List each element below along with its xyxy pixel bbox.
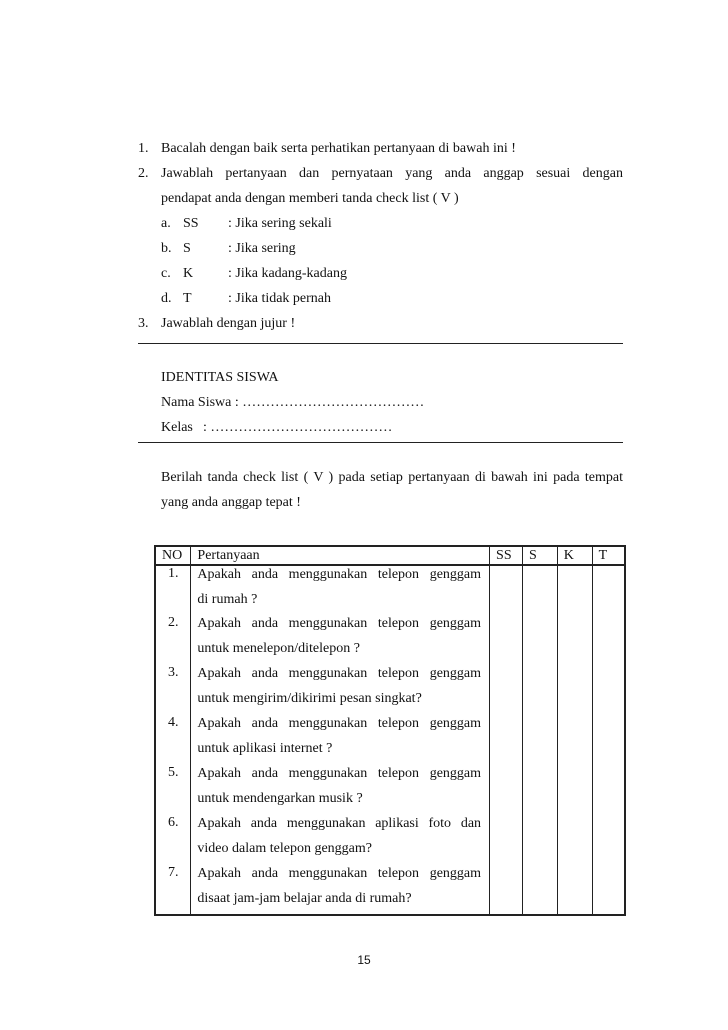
- checkbox-s[interactable]: [522, 665, 557, 715]
- page-number: 15: [357, 953, 371, 967]
- checkbox-ss[interactable]: [490, 815, 523, 865]
- checkbox-k[interactable]: [557, 815, 592, 865]
- instruction-2-line1: Jawablah pertanyaan dan pernyataan yang anda anggap sesuai dengan: [161, 166, 623, 181]
- divider-top: [138, 343, 623, 344]
- question-cell: [191, 665, 490, 715]
- instruction-1-text: Bacalah dengan baik serta perhatikan pertanyaan di bawah ini !: [161, 141, 516, 156]
- question-line2: untuk mendengarkan musik ?: [197, 791, 363, 806]
- question-line1: Apakah anda menggunakan telepon genggam: [197, 866, 482, 881]
- question-line1: Apakah anda menggunakan telepon genggam: [197, 766, 482, 781]
- option-d-letter: d.: [161, 291, 172, 306]
- checkbox-t[interactable]: [592, 865, 625, 915]
- row-number: 5.: [155, 765, 191, 815]
- checkbox-k[interactable]: [557, 765, 592, 815]
- header-ss: SS: [490, 546, 523, 565]
- option-d-desc: : Jika tidak pernah: [228, 291, 332, 306]
- checkbox-ss[interactable]: [490, 665, 523, 715]
- row-number: 2.: [155, 615, 191, 665]
- table-row: [155, 765, 625, 815]
- checkbox-ss[interactable]: [490, 765, 523, 815]
- checkbox-ss[interactable]: [490, 865, 523, 915]
- question-line2: untuk aplikasi internet ?: [197, 741, 333, 756]
- checkbox-s[interactable]: [522, 865, 557, 915]
- checkbox-t[interactable]: [592, 815, 625, 865]
- checkbox-t[interactable]: [592, 565, 625, 615]
- table-row: [155, 815, 625, 865]
- table-row: [155, 715, 625, 765]
- checkbox-s[interactable]: [522, 765, 557, 815]
- question-cell: [191, 865, 490, 915]
- checkbox-s[interactable]: [522, 615, 557, 665]
- option-c-code: K: [183, 266, 194, 281]
- question-cell: [191, 715, 490, 765]
- checkbox-s[interactable]: [522, 715, 557, 765]
- table-header-row: [155, 546, 625, 565]
- class-field: : …………………………………: [203, 420, 393, 435]
- checkbox-k[interactable]: [557, 865, 592, 915]
- question-line2: disaat jam-jam belajar anda di rumah?: [197, 891, 412, 906]
- checkbox-k[interactable]: [557, 665, 592, 715]
- checkbox-s[interactable]: [522, 815, 557, 865]
- question-line1: Apakah anda menggunakan aplikasi foto dan: [197, 816, 482, 831]
- question-line2: di rumah ?: [197, 592, 258, 607]
- header-s: S: [522, 546, 557, 565]
- question-cell: [191, 765, 490, 815]
- checkbox-k[interactable]: [557, 615, 592, 665]
- directive-line1: Berilah tanda check list ( V ) pada setiap pertanyaan di bawah ini pada tempat: [161, 470, 623, 485]
- class-label: Kelas: [161, 420, 193, 435]
- checkbox-t[interactable]: [592, 765, 625, 815]
- checkbox-ss[interactable]: [490, 565, 523, 615]
- question-line1: Apakah anda menggunakan telepon genggam: [197, 716, 482, 731]
- instruction-3-text: Jawablah dengan jujur !: [161, 316, 296, 331]
- option-d-code: T: [183, 291, 192, 306]
- instruction-2-number: 2.: [138, 166, 149, 181]
- option-a-code: SS: [183, 216, 199, 231]
- option-b-code: S: [183, 241, 191, 256]
- option-b-desc: : Jika sering: [228, 241, 296, 256]
- checkbox-t[interactable]: [592, 615, 625, 665]
- question-line2: untuk mengirim/dikirimi pesan singkat?: [197, 691, 422, 706]
- header-k: K: [557, 546, 592, 565]
- row-number: 1.: [155, 565, 191, 615]
- checkbox-k[interactable]: [557, 715, 592, 765]
- checkbox-t[interactable]: [592, 665, 625, 715]
- identity-title: IDENTITAS SISWA: [161, 370, 279, 385]
- row-number: 7.: [155, 865, 191, 915]
- option-a-letter: a.: [161, 216, 171, 231]
- checkbox-ss[interactable]: [490, 715, 523, 765]
- student-name-field: Nama Siswa : …………………………………: [161, 395, 425, 410]
- table-row: [155, 615, 625, 665]
- instruction-2-line2: pendapat anda dengan memberi tanda check list ( V ): [161, 191, 459, 206]
- divider-bottom: [138, 442, 623, 443]
- checkbox-t[interactable]: [592, 715, 625, 765]
- row-number: 4.: [155, 715, 191, 765]
- checkbox-k[interactable]: [557, 565, 592, 615]
- option-b-letter: b.: [161, 241, 172, 256]
- instruction-1-number: 1.: [138, 141, 149, 156]
- header-t: T: [592, 546, 625, 565]
- table-row: [155, 565, 625, 615]
- table-row: [155, 865, 625, 915]
- checkbox-ss[interactable]: [490, 615, 523, 665]
- question-cell: [191, 615, 490, 665]
- option-c-letter: c.: [161, 266, 171, 281]
- header-no: NO: [155, 546, 191, 565]
- row-number: 6.: [155, 815, 191, 865]
- questionnaire-table: [154, 545, 626, 916]
- row-number: 3.: [155, 665, 191, 715]
- instruction-3-number: 3.: [138, 316, 149, 331]
- option-c-desc: : Jika kadang-kadang: [228, 266, 347, 281]
- option-a-desc: : Jika sering sekali: [228, 216, 332, 231]
- question-line2: video dalam telepon genggam?: [197, 841, 372, 856]
- question-line1: Apakah anda menggunakan telepon genggam: [197, 666, 482, 681]
- header-question: Pertanyaan: [191, 546, 490, 565]
- directive-line2: yang anda anggap tepat !: [161, 495, 301, 510]
- question-cell: [191, 565, 490, 615]
- question-cell: [191, 815, 490, 865]
- question-line2: untuk menelepon/ditelepon ?: [197, 641, 360, 656]
- question-line1: Apakah anda menggunakan telepon genggam: [197, 616, 482, 631]
- question-line1: Apakah anda menggunakan telepon genggam: [197, 567, 482, 582]
- checkbox-s[interactable]: [522, 565, 557, 615]
- table-row: [155, 665, 625, 715]
